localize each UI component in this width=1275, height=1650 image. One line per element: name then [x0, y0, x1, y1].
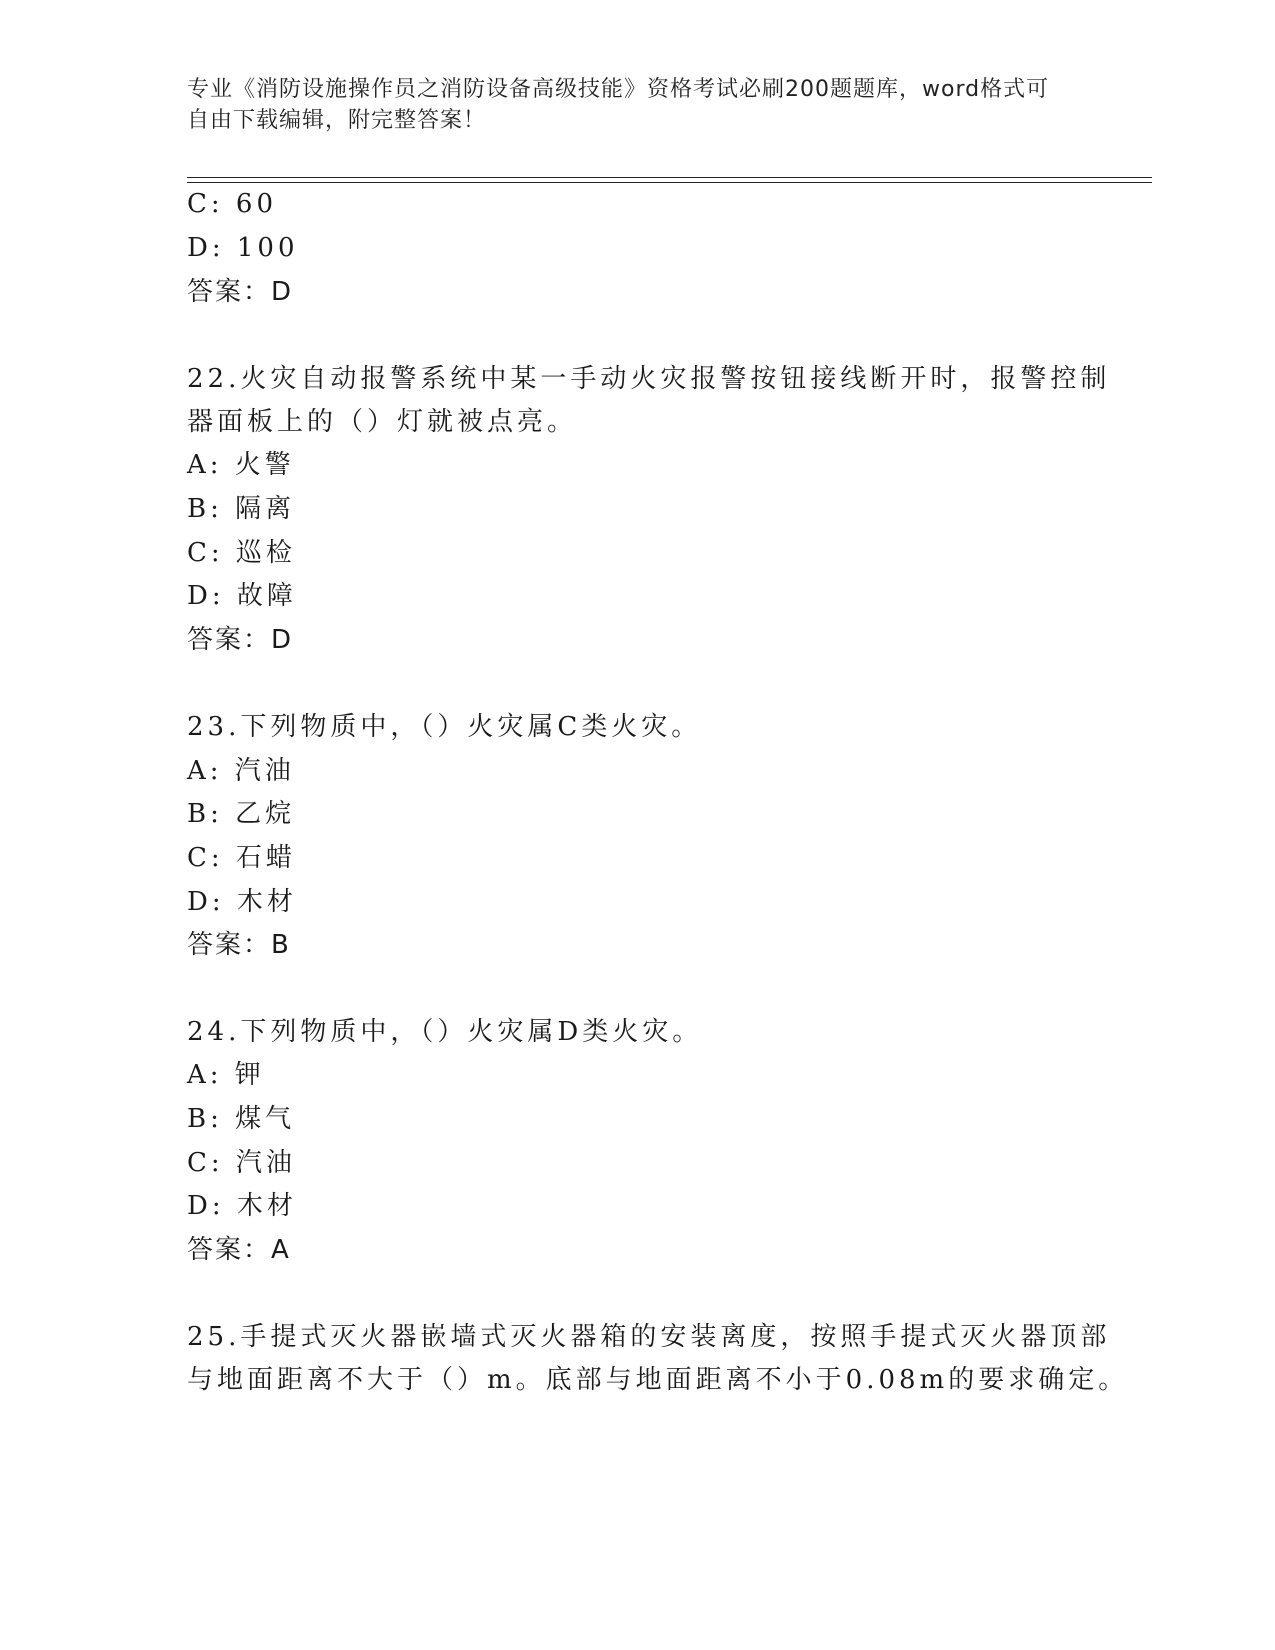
q21-option-d: D: 100 — [187, 233, 299, 263]
q22-option-c: C: 巡检 — [187, 538, 296, 568]
header-rule-top — [187, 177, 1152, 178]
q21-answer: 答案：D — [187, 277, 294, 307]
q24-answer: 答案：A — [187, 1235, 291, 1265]
q22-answer: 答案：D — [187, 625, 294, 655]
q25-stem-line2: 与地面距离不大于（）m。底部与地面距离不小于0.08m的要求确定。 — [187, 1365, 1129, 1395]
q23-option-d: D: 木材 — [187, 887, 297, 917]
q24-option-c: C: 汽油 — [187, 1148, 296, 1178]
q24-option-a: A: 钾 — [187, 1060, 265, 1090]
q24-option-d: D: 木材 — [187, 1191, 297, 1221]
q22-option-a: A: 火警 — [187, 450, 295, 480]
q24-option-b: B: 煤气 — [187, 1104, 296, 1134]
q23-option-b: B: 乙烷 — [187, 799, 296, 829]
q25-stem-line1: 25.手提式灭火器嵌墙式灭火器箱的安装离度，按照手提式灭火器顶部 — [187, 1322, 1111, 1352]
q23-stem: 23.下列物质中，（）火灾属C类火灾。 — [187, 712, 702, 742]
q21-option-c: C: 60 — [187, 189, 278, 219]
q23-option-a: A: 汽油 — [187, 756, 295, 786]
q22-option-d: D: 故障 — [187, 581, 297, 611]
q23-option-c: C: 石蜡 — [187, 843, 296, 873]
q22-stem-line2: 器面板上的（）灯就被点亮。 — [187, 407, 578, 437]
q22-option-b: B: 隔离 — [187, 494, 296, 524]
q22-stem-line1: 22.火灾自动报警系统中某一手动火灾报警按钮接线断开时，报警控制 — [187, 364, 1111, 394]
header-rule-bottom — [187, 182, 1152, 183]
q23-answer: 答案：B — [187, 930, 291, 960]
q24-stem: 24.下列物质中，（）火灾属D类火灾。 — [187, 1017, 703, 1047]
document-header: 专业《消防设施操作员之消防设备高级技能》资格考试必刷200题题库，word格式可自由下载编辑，附完整答案！ — [187, 77, 1050, 133]
